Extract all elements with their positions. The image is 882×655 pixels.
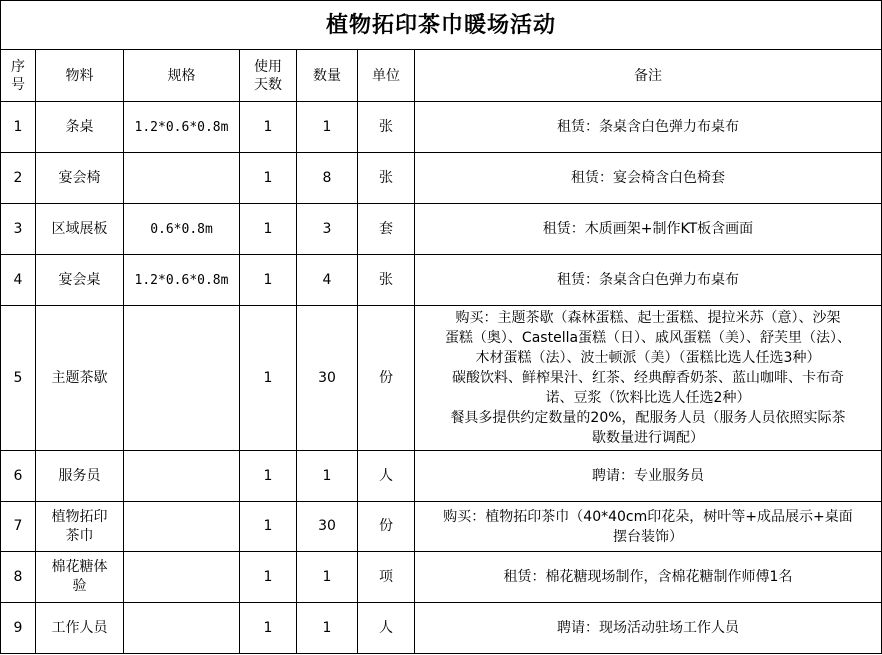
cell-note: 聘请：现场活动驻场工作人员 [415,603,882,654]
cell-item: 区域展板 [36,204,124,255]
cell-note: 租赁：木质画架+制作KT板含画面 [415,204,882,255]
cell-note: 租赁：条桌含白色弹力布桌布 [415,102,882,153]
cell-index: 1 [1,102,36,153]
cell-item: 宴会椅 [36,153,124,204]
cell-qty: 1 [297,102,358,153]
cell-item: 主题茶歇 [36,306,124,451]
header-item: 物料 [36,50,124,102]
cell-item: 条桌 [36,102,124,153]
cell-unit: 套 [358,204,415,255]
table-row [1,451,882,502]
table-row [1,102,882,153]
cell-unit: 份 [358,306,415,451]
note-line: 木材蛋糕（法）、波士顿派（美）（蛋糕比选人任选3种） [475,350,821,366]
cell-note: 聘请：专业服务员 [415,451,882,502]
note-line: 碳酸饮料、鲜榨果汁、红茶、经典醇香奶茶、蓝山咖啡、卡布奇 [452,370,844,386]
cell-item: 服务员 [36,451,124,502]
cell-index: 6 [1,451,36,502]
cell-unit: 张 [358,102,415,153]
cell-spec: 1.2*0.6*0.8m [124,102,240,153]
table-row [1,502,882,552]
header-days-line2: 天数 [254,76,282,93]
note-line: 歇数量进行调配） [592,430,704,446]
cell-qty: 8 [297,153,358,204]
cell-qty: 4 [297,255,358,306]
cell-unit: 人 [358,451,415,502]
cell-unit: 张 [358,153,415,204]
table-row [1,204,882,255]
cell-index: 2 [1,153,36,204]
note-line: 诺、豆浆（饮料比选人任选2种） [545,390,751,406]
header-index [1,50,36,102]
cell-days: 1 [240,306,297,451]
cell-days: 1 [240,204,297,255]
cell-note: 租赁：宴会椅含白色椅套 [415,153,882,204]
cell-qty: 3 [297,204,358,255]
cell-index: 4 [1,255,36,306]
cell-unit: 项 [358,552,415,603]
note-line: 餐具多提供约定数量的20%，配服务人员（服务人员依照实际茶 [450,410,846,426]
cell-index: 9 [1,603,36,654]
cell-index: 8 [1,552,36,603]
cell-days: 1 [240,552,297,603]
page-title: 植物拓印茶巾暖场活动 [1,1,882,50]
cell-item [36,502,124,552]
table-row [1,306,882,451]
cell-qty: 30 [297,306,358,451]
cell-item [36,552,124,603]
cell-days: 1 [240,102,297,153]
cell-index: 3 [1,204,36,255]
item-line: 植物拓印 [51,508,108,525]
cell-item: 宴会桌 [36,255,124,306]
cell-unit: 人 [358,603,415,654]
cell-note [415,306,882,451]
header-days-line1: 使用 [254,58,282,75]
cell-note: 租赁：棉花糖现场制作，含棉花糖制作师傅1名 [415,552,882,603]
header-days [240,50,297,102]
table-row [1,255,882,306]
cell-item: 工作人员 [36,603,124,654]
cell-spec [124,451,240,502]
table-row [1,153,882,204]
item-line: 验 [72,578,87,594]
cell-spec: 0.6*0.8m [124,204,240,255]
header-index-line2: 号 [11,76,25,93]
item-line: 茶巾 [65,527,94,544]
cell-spec [124,603,240,654]
cell-spec [124,153,240,204]
header-spec: 规格 [124,50,240,102]
cell-spec: 1.2*0.6*0.8m [124,255,240,306]
cell-spec [124,306,240,451]
cell-note [415,502,882,552]
header-qty: 数量 [297,50,358,102]
cell-days: 1 [240,451,297,502]
note-line: 购买：植物拓印茶巾（40*40cm印花朵，树叶等+成品展示+桌面 [443,508,853,525]
item-line: 棉花糖体 [51,559,108,575]
cell-days: 1 [240,255,297,306]
table-row [1,552,882,603]
cell-qty: 1 [297,451,358,502]
cell-unit: 张 [358,255,415,306]
cell-spec [124,502,240,552]
cell-qty: 1 [297,552,358,603]
header-row [1,50,882,102]
header-unit: 单位 [358,50,415,102]
note-line: 蛋糕（奥）、Castella蛋糕（日）、戚风蛋糕（美）、舒芙里（法）、 [444,330,852,346]
cell-note: 租赁：条桌含白色弹力布桌布 [415,255,882,306]
cell-spec [124,552,240,603]
title-row [1,1,882,50]
cell-qty: 30 [297,502,358,552]
cell-unit: 份 [358,502,415,552]
cell-index: 7 [1,502,36,552]
cell-days: 1 [240,502,297,552]
cell-index: 5 [1,306,36,451]
note-line: 摆台装饰） [613,528,683,545]
cell-days: 1 [240,153,297,204]
cell-qty: 1 [297,603,358,654]
header-note: 备注 [415,50,882,102]
note-line: 购买：主题茶歇（森林蛋糕、起士蛋糕、提拉米苏（意）、沙架 [455,310,841,326]
table-row [1,603,882,654]
cell-days: 1 [240,603,297,654]
header-index-line1: 序 [11,58,25,75]
